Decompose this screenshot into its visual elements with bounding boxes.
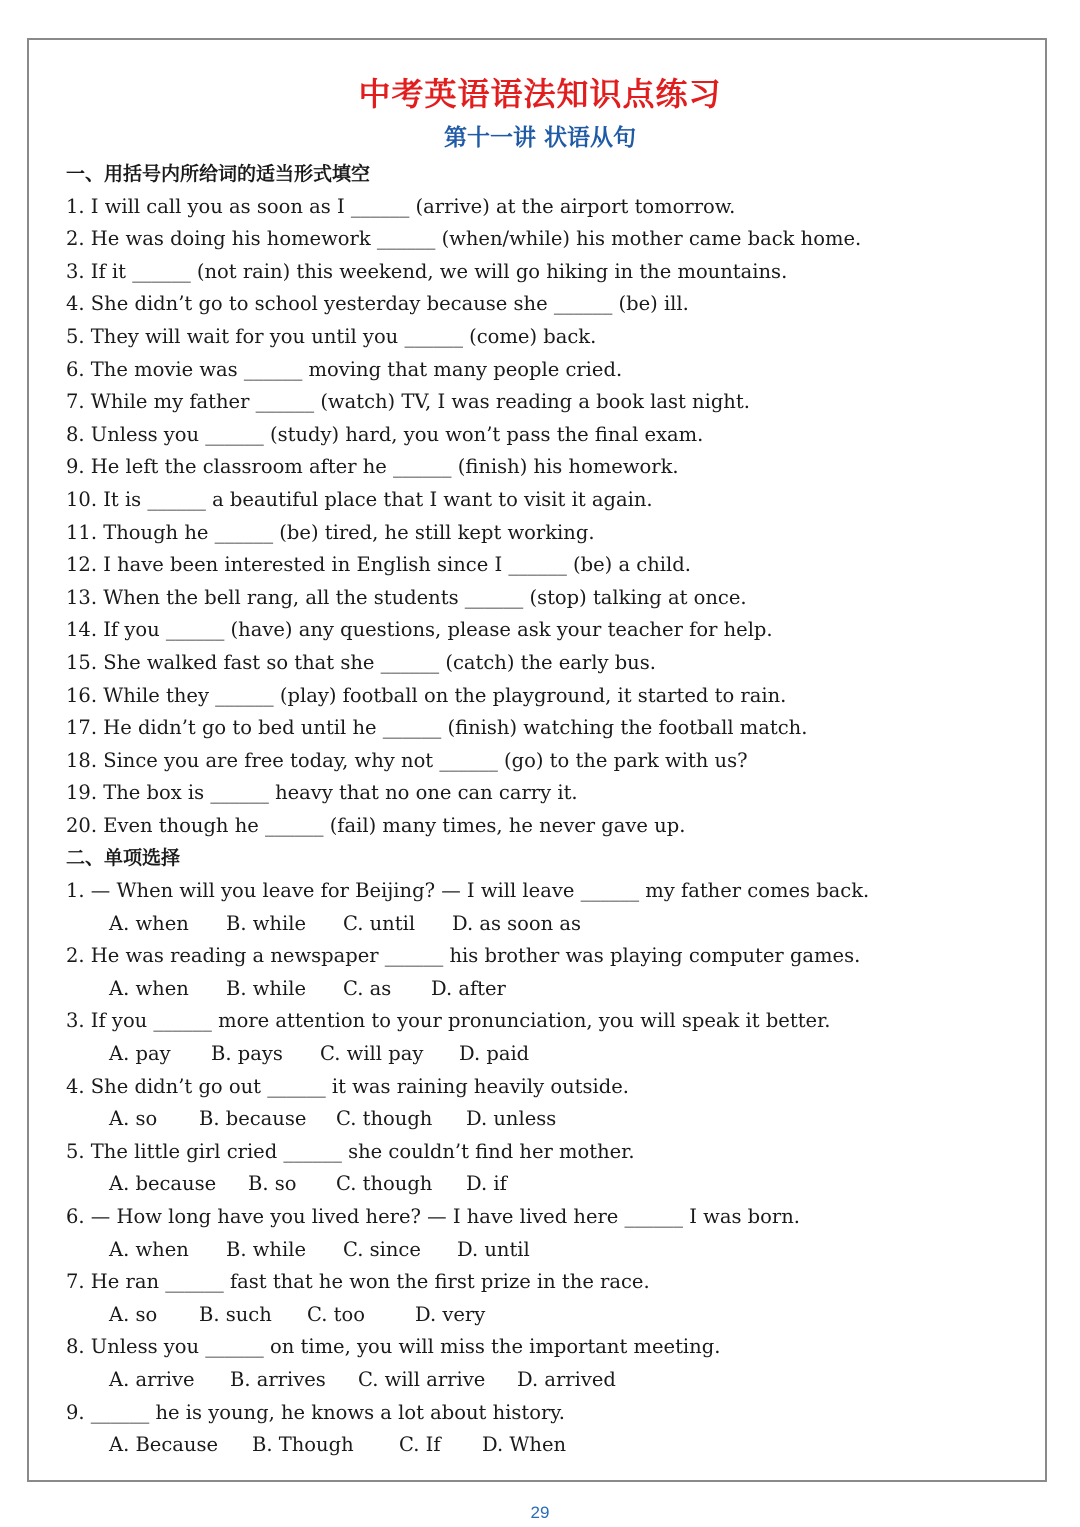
fill-in-question: 3. If it ______ (not rain) this weekend, we will go hiking in the mountains. — [66, 259, 788, 283]
fill-in-question: 17. He didn’t go to bed until he ______ (finish) watching the football match. — [66, 716, 808, 740]
choice-option-b[interactable]: B. such — [199, 1302, 272, 1326]
choice-option-c[interactable]: C. though — [336, 1172, 433, 1196]
choice-question-stem: 9. ______ he is young, he knows a lot about history. — [66, 1400, 565, 1424]
choice-option-d[interactable]: D. as soon as — [452, 911, 582, 935]
choice-question-stem: 2. He was reading a newspaper ______ his brother was playing computer games. — [66, 944, 861, 968]
choice-question-stem: 6. — How long have you lived here? — I have lived here ______ I was born. — [66, 1205, 800, 1228]
choice-option-a[interactable]: A. arrive — [109, 1367, 195, 1391]
choice-question-stem: 8. Unless you ______ on time, you will miss the important meeting. — [66, 1335, 721, 1359]
choice-option-b[interactable]: B. because — [199, 1107, 307, 1131]
choice-option-c[interactable]: C. though — [336, 1107, 433, 1131]
choice-question-stem: 4. She didn’t go out ______ it was raining heavily outside. — [66, 1074, 629, 1098]
choice-options — [66, 1038, 1026, 1071]
choice-options — [66, 1234, 1026, 1267]
choice-option-a[interactable]: A. because — [109, 1172, 217, 1196]
choice-option-d[interactable]: D. very — [415, 1302, 486, 1326]
fill-in-question: 15. She walked fast so that she ______ (catch) the early bus. — [66, 650, 656, 674]
choice-option-c[interactable]: C. as — [343, 976, 392, 1000]
choice-question-stem: 3. If you ______ more attention to your pronunciation, you will speak it better. — [66, 1009, 831, 1033]
fill-in-question: 9. He left the classroom after he ______ (finish) his homework. — [66, 455, 679, 479]
choice-option-b[interactable]: B. while — [226, 911, 306, 935]
choice-option-d[interactable]: D. arrived — [517, 1367, 616, 1391]
choice-options — [66, 1103, 1026, 1136]
choice-option-c[interactable]: C. If — [399, 1433, 441, 1457]
multiple-choice-question-list — [66, 875, 1026, 1462]
choice-option-a[interactable]: A. when — [109, 976, 189, 1000]
section-heading-multiple-choice: 二、单项选择 — [66, 847, 181, 870]
choice-option-c[interactable]: C. will pay — [320, 1042, 424, 1066]
lesson-subtitle: 第十一讲 状语从句 — [443, 125, 636, 151]
choice-option-b[interactable]: B. pays — [211, 1042, 283, 1066]
choice-option-c[interactable]: C. since — [343, 1237, 421, 1261]
choice-option-b[interactable]: B. Though — [252, 1433, 354, 1457]
fill-in-question: 16. While they ______ (play) football on the playground, it started to rain. — [66, 683, 787, 707]
section-heading-fill-in: 一、用括号内所给词的适当形式填空 — [66, 163, 371, 185]
choice-option-b[interactable]: B. while — [226, 976, 306, 1000]
worksheet-content — [66, 158, 1026, 1462]
fill-in-question: 11. Though he ______ (be) tired, he still kept working. — [66, 520, 595, 544]
fill-in-question: 4. She didn’t go to school yesterday because she ______ (be) ill. — [66, 292, 689, 316]
choice-option-a[interactable]: A. so — [109, 1107, 158, 1131]
fill-in-question-list — [66, 191, 1026, 843]
choice-option-a[interactable]: A. pay — [109, 1042, 171, 1066]
fill-in-question: 18. Since you are free today, why not ______ (go) to the park with us? — [66, 748, 748, 772]
choice-option-a[interactable]: A. so — [109, 1302, 158, 1326]
choice-option-d[interactable]: D. When — [482, 1433, 567, 1457]
fill-in-question: 13. When the bell rang, all the students ______ (stop) talking at once. — [66, 585, 747, 609]
choice-option-d[interactable]: D. until — [457, 1237, 530, 1261]
fill-in-question: 1. I will call you as soon as I ______ (arrive) at the airport tomorrow. — [66, 194, 736, 218]
choice-option-c[interactable]: C. too — [307, 1302, 365, 1326]
page-title: 中考英语语法知识点练习 — [358, 75, 722, 113]
fill-in-question: 7. While my father ______ (watch) TV, I was reading a book last night. — [66, 390, 750, 414]
choice-option-b[interactable]: B. arrives — [230, 1367, 326, 1391]
choice-option-a[interactable]: A. when — [109, 1237, 189, 1261]
choice-option-c[interactable]: C. until — [343, 911, 416, 935]
fill-in-question: 20. Even though he ______ (fail) many times, he never gave up. — [66, 813, 686, 837]
fill-in-question: 6. The movie was ______ moving that many people cried. — [66, 357, 623, 381]
choice-option-d[interactable]: D. paid — [459, 1042, 530, 1066]
fill-in-question: 5. They will wait for you until you ______ (come) back. — [66, 324, 597, 348]
choice-options — [66, 1364, 1026, 1397]
choice-option-b[interactable]: B. so — [248, 1172, 297, 1196]
choice-options — [66, 1429, 1026, 1462]
choice-question-stem: 5. The little girl cried ______ she couldn’t find her mother. — [66, 1139, 635, 1163]
choice-options — [66, 908, 1026, 941]
choice-option-a[interactable]: A. when — [109, 911, 189, 935]
choice-option-d[interactable]: D. unless — [466, 1107, 557, 1131]
page-number: 29 — [530, 1503, 550, 1522]
fill-in-question: 2. He was doing his homework ______ (when/while) his mother came back home. — [66, 227, 862, 251]
choice-option-d[interactable]: D. if — [466, 1172, 507, 1196]
choice-option-b[interactable]: B. while — [226, 1237, 306, 1261]
fill-in-question: 8. Unless you ______ (study) hard, you won’t pass the final exam. — [66, 422, 704, 446]
choice-options — [66, 973, 1026, 1006]
choice-question-stem: 7. He ran ______ fast that he won the first prize in the race. — [66, 1270, 650, 1294]
fill-in-question: 12. I have been interested in English since I ______ (be) a child. — [66, 553, 691, 577]
choice-options — [66, 1299, 1026, 1332]
fill-in-question: 14. If you ______ (have) any questions, please ask your teacher for help. — [66, 618, 773, 642]
choice-option-a[interactable]: A. Because — [109, 1433, 219, 1457]
choice-option-d[interactable]: D. after — [431, 976, 506, 1000]
choice-option-c[interactable]: C. will arrive — [358, 1367, 486, 1391]
fill-in-question: 10. It is ______ a beautiful place that I want to visit it again. — [66, 487, 653, 511]
fill-in-question: 19. The box is ______ heavy that no one can carry it. — [66, 781, 578, 805]
choice-options — [66, 1168, 1026, 1201]
choice-question-stem: 1. — When will you leave for Beijing? — I will leave ______ my father comes back. — [66, 879, 870, 903]
